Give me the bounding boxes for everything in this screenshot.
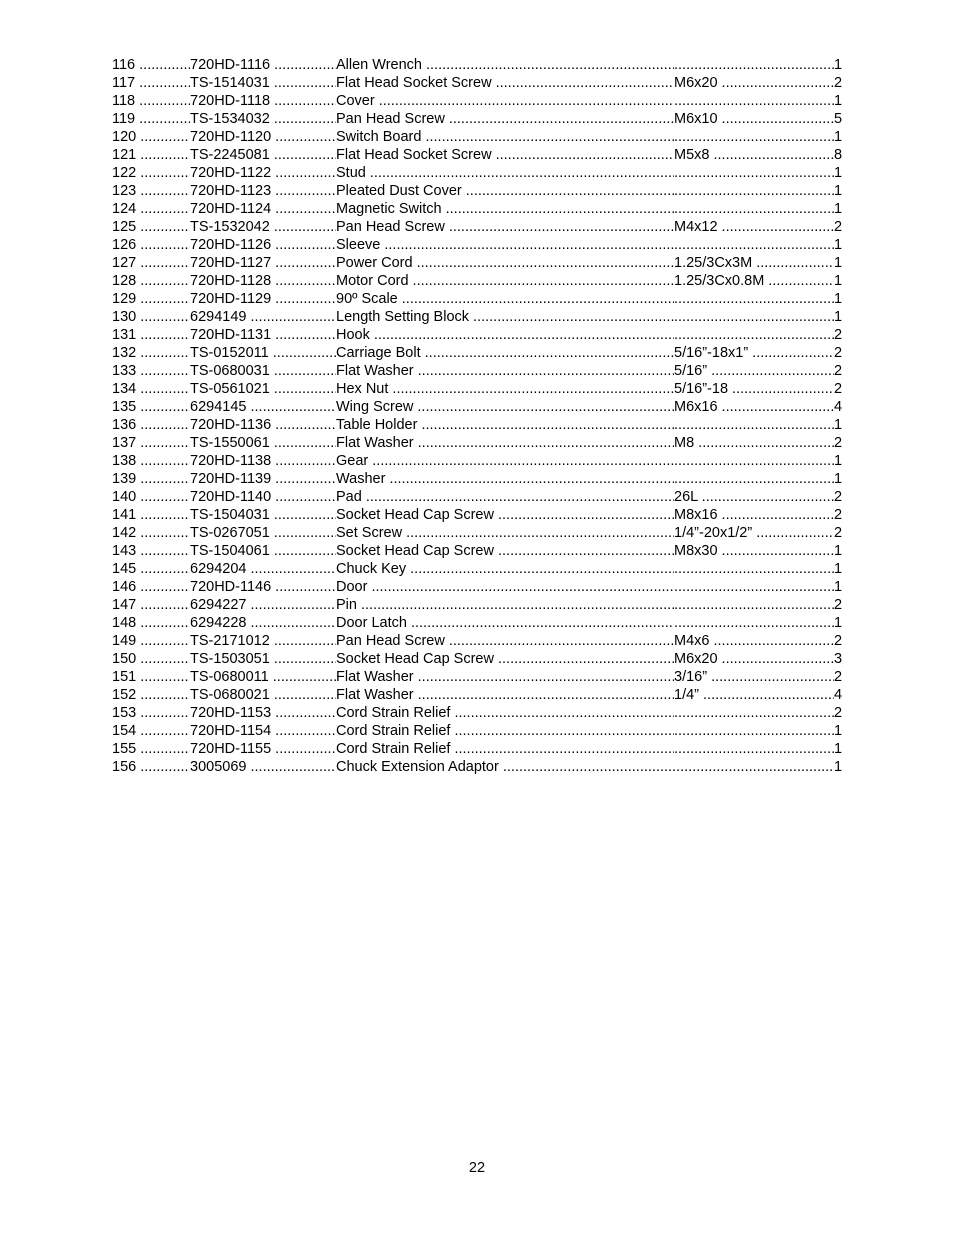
part-quantity: 1 [834, 759, 842, 775]
part-index: 142 ..... [112, 524, 190, 542]
part-description: Cord Strain Relief ..... [336, 704, 674, 722]
parts-row [112, 254, 842, 272]
part-index: 119 ..... [112, 110, 190, 128]
part-quantity: 2 [834, 669, 842, 685]
part-number: 720HD-1116 ..... [190, 56, 336, 74]
part-quantity: 2 [834, 327, 842, 343]
part-number: TS-0680031 ..... [190, 362, 336, 380]
part-description: Sleeve ..... [336, 236, 674, 254]
parts-row [112, 164, 842, 182]
part-quantity: 2 [834, 525, 842, 541]
part-description: Flat Head Socket Screw ..... [336, 74, 674, 92]
part-description: Motor Cord ..... [336, 272, 674, 290]
part-index: 136 ..... [112, 416, 190, 434]
part-description: Cord Strain Relief ..... [336, 722, 674, 740]
parts-row [112, 92, 842, 110]
part-quantity: 1 [834, 561, 842, 577]
parts-row [112, 290, 842, 308]
parts-row [112, 470, 842, 488]
part-number: TS-1503051 ..... [190, 650, 336, 668]
parts-list [112, 56, 842, 776]
part-description: Pan Head Screw ..... [336, 632, 674, 650]
part-number: TS-1504031 ..... [190, 506, 336, 524]
part-description: Table Holder ..... [336, 416, 674, 434]
part-size [674, 704, 834, 722]
parts-row [112, 686, 842, 704]
part-description: Cover ..... [336, 92, 674, 110]
part-index: 117 ..... [112, 74, 190, 92]
part-index: 124 ..... [112, 200, 190, 218]
part-index: 130 ..... [112, 308, 190, 326]
part-quantity: 1 [834, 237, 842, 253]
parts-row [112, 722, 842, 740]
part-description: Power Cord ..... [336, 254, 674, 272]
part-size [674, 614, 834, 632]
part-quantity: 1 [834, 579, 842, 595]
part-index: 151 ..... [112, 668, 190, 686]
part-quantity: 2 [834, 705, 842, 721]
part-number: TS-1504061 ..... [190, 542, 336, 560]
part-size [674, 308, 834, 326]
part-number: 720HD-1128 ..... [190, 272, 336, 290]
part-number: 6294145 ..... [190, 398, 336, 416]
part-size [674, 182, 834, 200]
part-number: 6294227 ..... [190, 596, 336, 614]
part-index: 139 ..... [112, 470, 190, 488]
part-number: TS-1514031 ..... [190, 74, 336, 92]
part-number: 720HD-1123 ..... [190, 182, 336, 200]
part-description: Washer ..... [336, 470, 674, 488]
part-index: 147 ..... [112, 596, 190, 614]
part-description: Set Screw ..... [336, 524, 674, 542]
part-size: 5/16” ..... [674, 362, 834, 380]
part-index: 128 ..... [112, 272, 190, 290]
part-description: Flat Washer ..... [336, 668, 674, 686]
part-size: M4x12 ..... [674, 218, 834, 236]
part-quantity: 1 [834, 543, 842, 559]
part-description: Pin ..... [336, 596, 674, 614]
part-index: 148 ..... [112, 614, 190, 632]
parts-row [112, 146, 842, 164]
part-description: Stud ..... [336, 164, 674, 182]
part-size [674, 92, 834, 110]
part-quantity: 4 [834, 399, 842, 415]
part-description: 90º Scale ..... [336, 290, 674, 308]
parts-row [112, 398, 842, 416]
part-description: Chuck Extension Adaptor ..... [336, 758, 834, 776]
part-index: 155 ..... [112, 740, 190, 758]
parts-row [112, 218, 842, 236]
part-size [674, 236, 834, 254]
part-index: 120 ..... [112, 128, 190, 146]
part-quantity: 1 [834, 93, 842, 109]
parts-row [112, 578, 842, 596]
part-number: TS-0561021 ..... [190, 380, 336, 398]
part-index: 138 ..... [112, 452, 190, 470]
parts-row [112, 380, 842, 398]
part-index: 152 ..... [112, 686, 190, 704]
part-index: 131 ..... [112, 326, 190, 344]
part-quantity: 1 [834, 57, 842, 73]
part-size: M8x30 ..... [674, 542, 834, 560]
part-size [674, 596, 834, 614]
part-size [674, 290, 834, 308]
part-index: 149 ..... [112, 632, 190, 650]
part-index: 137 ..... [112, 434, 190, 452]
part-description: Socket Head Cap Screw ..... [336, 506, 674, 524]
part-index: 121 ..... [112, 146, 190, 164]
part-index: 125 ..... [112, 218, 190, 236]
part-size [674, 740, 834, 758]
parts-row [112, 740, 842, 758]
parts-row [112, 182, 842, 200]
part-description: Length Setting Block ..... [336, 308, 674, 326]
part-index: 141 ..... [112, 506, 190, 524]
part-size [674, 56, 834, 74]
part-index: 153 ..... [112, 704, 190, 722]
parts-row [112, 110, 842, 128]
part-number: TS-2245081 ..... [190, 146, 336, 164]
parts-row [112, 56, 842, 74]
part-size: M6x16 ..... [674, 398, 834, 416]
part-number: TS-2171012 ..... [190, 632, 336, 650]
part-quantity: 2 [834, 489, 842, 505]
part-description: Hook ..... [336, 326, 674, 344]
part-quantity: 1 [834, 723, 842, 739]
part-number: 720HD-1129 ..... [190, 290, 336, 308]
part-description: Pleated Dust Cover ..... [336, 182, 674, 200]
part-quantity: 1 [834, 165, 842, 181]
part-description: Carriage Bolt ..... [336, 344, 674, 362]
parts-row [112, 596, 842, 614]
part-number: 720HD-1138 ..... [190, 452, 336, 470]
part-quantity: 2 [834, 633, 842, 649]
part-number: TS-0680011 ..... [190, 668, 336, 686]
parts-row [112, 362, 842, 380]
parts-row [112, 308, 842, 326]
part-size: 3/16” ..... [674, 668, 834, 686]
part-index: 150 ..... [112, 650, 190, 668]
parts-row [112, 416, 842, 434]
parts-row [112, 704, 842, 722]
part-number: 720HD-1122 ..... [190, 164, 336, 182]
parts-row [112, 74, 842, 92]
part-number: 720HD-1120 ..... [190, 128, 336, 146]
part-quantity: 2 [834, 345, 842, 361]
parts-row [112, 236, 842, 254]
part-description: Flat Head Socket Screw ..... [336, 146, 674, 164]
part-size: 1/4”-20x1/2” ..... [674, 524, 834, 542]
part-quantity: 1 [834, 309, 842, 325]
part-description: Gear ..... [336, 452, 674, 470]
part-index: 134 ..... [112, 380, 190, 398]
part-index: 154 ..... [112, 722, 190, 740]
part-description: Flat Washer ..... [336, 686, 674, 704]
part-size: M6x10 ..... [674, 110, 834, 128]
part-size: M8x16 ..... [674, 506, 834, 524]
parts-row [112, 488, 842, 506]
parts-row [112, 668, 842, 686]
part-quantity: 4 [834, 687, 842, 703]
part-description: Magnetic Switch ..... [336, 200, 674, 218]
parts-row [112, 506, 842, 524]
parts-row [112, 272, 842, 290]
part-size [674, 578, 834, 596]
part-description: Flat Washer ..... [336, 362, 674, 380]
part-index: 123 ..... [112, 182, 190, 200]
part-quantity: 2 [834, 75, 842, 91]
part-size [674, 452, 834, 470]
part-number: 720HD-1127 ..... [190, 254, 336, 272]
part-number: TS-1534032 ..... [190, 110, 336, 128]
parts-row [112, 434, 842, 452]
part-description: Chuck Key ..... [336, 560, 674, 578]
part-quantity: 1 [834, 291, 842, 307]
part-size: M6x20 ..... [674, 74, 834, 92]
part-size [674, 722, 834, 740]
part-index: 129 ..... [112, 290, 190, 308]
part-size [674, 326, 834, 344]
parts-row [112, 344, 842, 362]
part-quantity: 2 [834, 219, 842, 235]
part-number: 720HD-1153 ..... [190, 704, 336, 722]
part-description: Door ..... [336, 578, 674, 596]
part-description: Pan Head Screw ..... [336, 218, 674, 236]
part-description: Socket Head Cap Screw ..... [336, 650, 674, 668]
part-size [674, 470, 834, 488]
part-number: TS-1532042 ..... [190, 218, 336, 236]
part-number: 720HD-1139 ..... [190, 470, 336, 488]
part-size: 5/16”-18x1” ..... [674, 344, 834, 362]
part-size [674, 128, 834, 146]
part-number: 720HD-1154 ..... [190, 722, 336, 740]
part-description: Socket Head Cap Screw ..... [336, 542, 674, 560]
part-size: M8 ..... [674, 434, 834, 452]
page-number: 22 [468, 1160, 486, 1176]
part-quantity: 5 [834, 111, 842, 127]
part-quantity: 2 [834, 435, 842, 451]
part-number: TS-0152011 ..... [190, 344, 336, 362]
part-description: Wing Screw ..... [336, 398, 674, 416]
part-size [674, 560, 834, 578]
parts-row [112, 128, 842, 146]
part-quantity: 1 [834, 417, 842, 433]
part-number: 720HD-1155 ..... [190, 740, 336, 758]
part-size: M5x8 ..... [674, 146, 834, 164]
part-description: Pad ..... [336, 488, 674, 506]
part-quantity: 1 [834, 741, 842, 757]
part-quantity: 2 [834, 507, 842, 523]
part-quantity: 8 [834, 147, 842, 163]
parts-row [112, 200, 842, 218]
part-quantity: 1 [834, 183, 842, 199]
parts-row [112, 524, 842, 542]
part-index: 126 ..... [112, 236, 190, 254]
part-quantity: 2 [834, 381, 842, 397]
parts-row [112, 542, 842, 560]
part-description: Flat Washer ..... [336, 434, 674, 452]
part-number: TS-0680021 ..... [190, 686, 336, 704]
part-number: 720HD-1146 ..... [190, 578, 336, 596]
part-description: Hex Nut ..... [336, 380, 674, 398]
part-size: 1/4” ..... [674, 686, 834, 704]
part-size: M4x6 ..... [674, 632, 834, 650]
part-quantity: 2 [834, 363, 842, 379]
part-size: 26L ..... [674, 488, 834, 506]
parts-row [112, 560, 842, 578]
part-size: 5/16”-18 ..... [674, 380, 834, 398]
part-number: 720HD-1126 ..... [190, 236, 336, 254]
part-index: 118 ..... [112, 92, 190, 110]
parts-row [112, 614, 842, 632]
part-quantity: 1 [834, 129, 842, 145]
part-number: TS-1550061 ..... [190, 434, 336, 452]
part-number: 6294228 ..... [190, 614, 336, 632]
part-quantity: 1 [834, 273, 842, 289]
part-quantity: 3 [834, 651, 842, 667]
parts-row [112, 758, 842, 776]
part-index: 140 ..... [112, 488, 190, 506]
part-number: 720HD-1118 ..... [190, 92, 336, 110]
part-size: 1.25/3Cx0.8M ..... [674, 272, 834, 290]
part-number: TS-0267051 ..... [190, 524, 336, 542]
part-index: 133 ..... [112, 362, 190, 380]
part-description: Allen Wrench ..... [336, 56, 674, 74]
part-number: 6294149 ..... [190, 308, 336, 326]
part-index: 127 ..... [112, 254, 190, 272]
part-quantity: 2 [834, 597, 842, 613]
part-size: M6x20 ..... [674, 650, 834, 668]
part-index: 156 ..... [112, 758, 190, 776]
part-quantity: 1 [834, 471, 842, 487]
parts-row [112, 632, 842, 650]
part-description: Cord Strain Relief ..... [336, 740, 674, 758]
part-number: 6294204 ..... [190, 560, 336, 578]
part-number: 720HD-1140 ..... [190, 488, 336, 506]
part-description: Door Latch ..... [336, 614, 674, 632]
part-index: 135 ..... [112, 398, 190, 416]
part-size [674, 416, 834, 434]
part-number: 720HD-1136 ..... [190, 416, 336, 434]
part-number: 720HD-1131 ..... [190, 326, 336, 344]
part-index: 116 ..... [112, 56, 190, 74]
part-quantity: 1 [834, 453, 842, 469]
part-index: 145 ..... [112, 560, 190, 578]
part-description: Pan Head Screw ..... [336, 110, 674, 128]
part-size [674, 164, 834, 182]
part-description: Switch Board ..... [336, 128, 674, 146]
part-number: 720HD-1124 ..... [190, 200, 336, 218]
parts-row [112, 650, 842, 668]
part-size: 1.25/3Cx3M ..... [674, 254, 834, 272]
parts-row [112, 452, 842, 470]
part-index: 132 ..... [112, 344, 190, 362]
part-quantity: 1 [834, 201, 842, 217]
part-index: 146 ..... [112, 578, 190, 596]
part-number: 3005069 ..... [190, 758, 336, 776]
part-quantity: 1 [834, 255, 842, 271]
part-quantity: 1 [834, 615, 842, 631]
parts-row [112, 326, 842, 344]
part-index: 122 ..... [112, 164, 190, 182]
part-size [674, 200, 834, 218]
part-index: 143 ..... [112, 542, 190, 560]
